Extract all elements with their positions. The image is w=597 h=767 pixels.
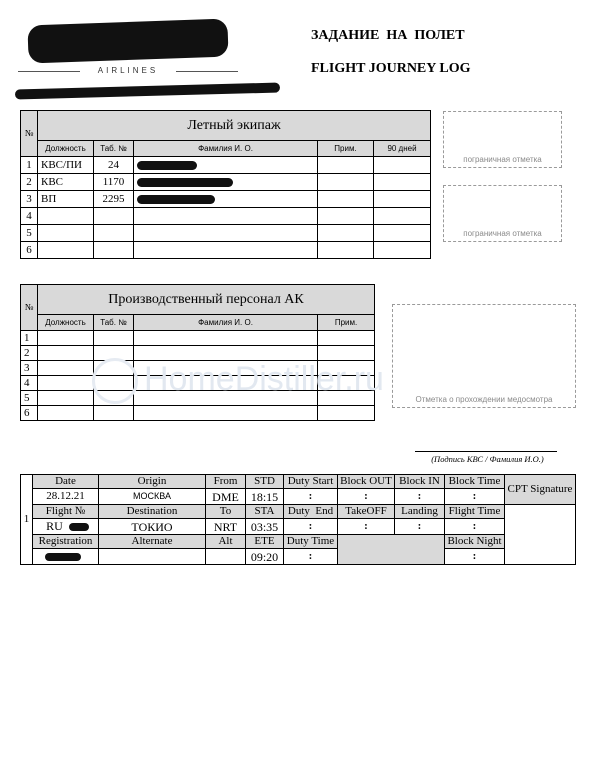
- crew-name-redacted: [134, 191, 318, 208]
- value-std: 18:15: [246, 489, 284, 505]
- row-num: 6: [21, 242, 38, 259]
- label-std: STD: [246, 475, 284, 489]
- crew-90days: [374, 157, 431, 174]
- label-block-time: Block Time: [445, 475, 505, 489]
- crew-90days: [374, 174, 431, 191]
- border-stamp-box: [443, 111, 562, 168]
- value-from: DME: [206, 489, 246, 505]
- crew-col-90days: 90 дней: [374, 141, 431, 157]
- value-duty-start: :: [284, 489, 338, 505]
- value-alternate: [99, 549, 206, 565]
- row-num: 2: [21, 346, 38, 361]
- row-num: 4: [21, 376, 38, 391]
- signature-line: [415, 451, 557, 452]
- value-date: 28.12.21: [33, 489, 99, 505]
- crew-tab: [94, 242, 134, 259]
- staff-col-name: Фамилия И. О.: [134, 315, 318, 331]
- staff-table-title: Производственный персонал АК: [38, 285, 375, 315]
- title-ru: ЗАДАНИЕ НА ПОЛЕТ: [311, 28, 465, 43]
- label-duty-time: Duty Time: [284, 535, 338, 549]
- crew-note: [318, 225, 374, 242]
- staff-col-note: Прим.: [318, 315, 375, 331]
- redacted-flight-number: [69, 523, 89, 531]
- table-row: [21, 242, 431, 259]
- label-destination: Destination: [99, 505, 206, 519]
- label-block-night: Block Night: [445, 535, 505, 549]
- crew-90days: [374, 191, 431, 208]
- crew-col-position: Должность: [38, 141, 94, 157]
- row-num: 1: [21, 157, 38, 174]
- label-landing: Landing: [395, 505, 445, 519]
- row-num: 6: [21, 406, 38, 421]
- crew-note: [318, 208, 374, 225]
- crew-name: [134, 208, 318, 225]
- value-registration: [33, 549, 99, 565]
- watermark-text: HomeDistiller.ru: [144, 360, 384, 398]
- value-origin: МОСКВА: [99, 489, 206, 505]
- label-cpt-signature: CPT Signature: [505, 475, 576, 505]
- flight-leg-table: [20, 474, 576, 565]
- label-origin: Origin: [99, 475, 206, 489]
- signature-caption: (Подпись КВС / Фамилия И.О.): [431, 454, 544, 464]
- crew-position: ВП: [38, 191, 94, 208]
- table-row: [21, 157, 431, 174]
- row-num: 3: [21, 191, 38, 208]
- value-block-night: :: [445, 549, 505, 565]
- row-num: 1: [21, 331, 38, 346]
- crew-col-tab: Таб. №: [94, 141, 134, 157]
- label-registration: Registration: [33, 535, 99, 549]
- value-takeoff: :: [338, 519, 395, 535]
- table-row: [21, 406, 375, 421]
- crew-note: [318, 157, 374, 174]
- crew-col-name: Фамилия И. О.: [134, 141, 318, 157]
- crew-name-redacted: [134, 157, 318, 174]
- table-row: [21, 208, 431, 225]
- crew-num-header: №: [21, 111, 38, 157]
- value-flight-time: :: [445, 519, 505, 535]
- value-flight-no: [33, 519, 99, 535]
- crew-90days: [374, 208, 431, 225]
- label-ete: ETE: [246, 535, 284, 549]
- table-row: [21, 191, 431, 208]
- value-sta: 03:35: [246, 519, 284, 535]
- crew-position: КВС/ПИ: [38, 157, 94, 174]
- crew-position: [38, 225, 94, 242]
- crew-col-note: Прим.: [318, 141, 374, 157]
- row-num: 3: [21, 361, 38, 376]
- row-num: 5: [21, 225, 38, 242]
- label-sta: STA: [246, 505, 284, 519]
- label-from: From: [206, 475, 246, 489]
- cpt-signature-field: [505, 505, 576, 565]
- watermark-logo: [92, 358, 138, 404]
- label-alternate: Alternate: [99, 535, 206, 549]
- crew-position: [38, 208, 94, 225]
- table-row: [21, 331, 375, 346]
- label-flight-no: Flight №: [33, 505, 99, 519]
- redacted-address: [15, 83, 280, 100]
- label-duty-start: Duty Start: [284, 475, 338, 489]
- label-duty-end: Duty End: [284, 505, 338, 519]
- crew-note: [318, 191, 374, 208]
- label-date: Date: [33, 475, 99, 489]
- label-block-out: Block OUT: [338, 475, 395, 489]
- label-takeoff: TakeOFF: [338, 505, 395, 519]
- border-stamp-box: [443, 185, 562, 242]
- crew-tab: 1170: [94, 174, 134, 191]
- value-destination: ТОКИО: [99, 519, 206, 535]
- value-duty-time: :: [284, 549, 338, 565]
- crew-position: КВС: [38, 174, 94, 191]
- redacted-logo: [27, 19, 228, 64]
- label-block-in: Block IN: [395, 475, 445, 489]
- staff-col-tab: Таб. №: [94, 315, 134, 331]
- row-num: 2: [21, 174, 38, 191]
- flight-crew-table: [20, 110, 431, 259]
- value-landing: :: [395, 519, 445, 535]
- row-num: 5: [21, 391, 38, 406]
- value-to: NRT: [206, 519, 246, 535]
- crew-position: [38, 242, 94, 259]
- crew-name-redacted: [134, 174, 318, 191]
- row-num: 4: [21, 208, 38, 225]
- label-flight-time: Flight Time: [445, 505, 505, 519]
- label-alt: Alt: [206, 535, 246, 549]
- value-block-out: :: [338, 489, 395, 505]
- crew-tab: [94, 225, 134, 242]
- table-row: [21, 346, 375, 361]
- leg-number: 1: [21, 475, 33, 565]
- crew-name: [134, 242, 318, 259]
- label-to: To: [206, 505, 246, 519]
- table-row: [21, 225, 431, 242]
- title-en: FLIGHT JOURNEY LOG: [311, 61, 471, 76]
- border-stamp-label: пограничная отметка: [463, 155, 542, 164]
- crew-note: [318, 242, 374, 259]
- crew-name: [134, 225, 318, 242]
- crew-tab: [94, 208, 134, 225]
- medical-stamp-label: Отметка о прохождении медосмотра: [415, 395, 553, 404]
- redacted-registration: [45, 553, 81, 561]
- value-block-in: :: [395, 489, 445, 505]
- value-ete: 09:20: [246, 549, 284, 565]
- crew-tab: 2295: [94, 191, 134, 208]
- airline-logo-text: AIRLINES: [18, 66, 238, 75]
- table-row: [21, 174, 431, 191]
- shaded-cell: [338, 535, 445, 565]
- value-duty-end: :: [284, 519, 338, 535]
- crew-90days: [374, 225, 431, 242]
- crew-tab: 24: [94, 157, 134, 174]
- flight-prefix: RU: [46, 519, 63, 533]
- border-stamp-label: пограничная отметка: [463, 229, 542, 238]
- staff-num-header: №: [21, 285, 38, 331]
- staff-col-position: Должность: [38, 315, 94, 331]
- medical-stamp-box: [392, 304, 576, 408]
- value-block-time: :: [445, 489, 505, 505]
- production-staff-table: [20, 284, 375, 421]
- crew-note: [318, 174, 374, 191]
- crew-table-title: Летный экипаж: [38, 111, 431, 141]
- value-alt: [206, 549, 246, 565]
- crew-90days: [374, 242, 431, 259]
